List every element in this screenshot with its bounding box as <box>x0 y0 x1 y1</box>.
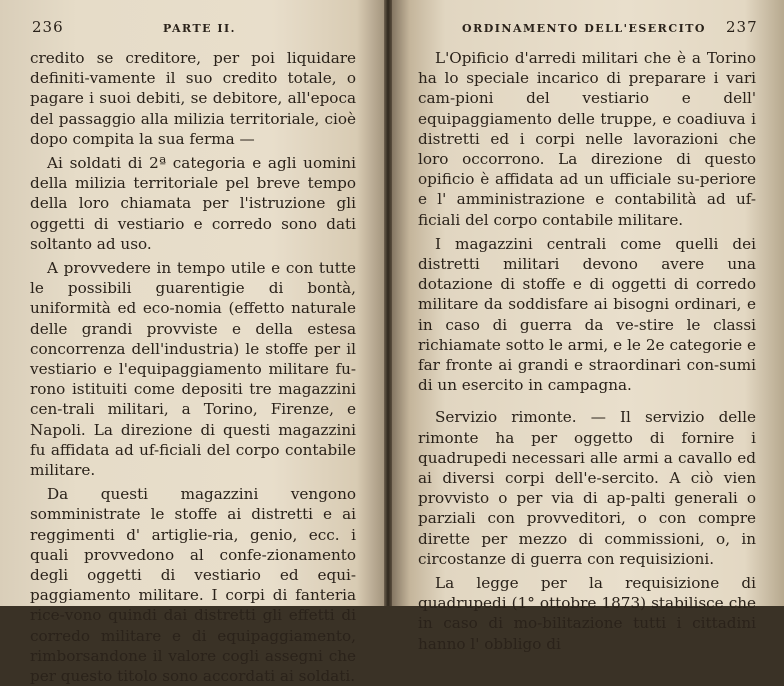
paragraph: Servizio rimonte. — Il servizio delle rimonte ha per oggetto di fornire i quadrupedi necessari alle armi a cavallo ed ai diversi corpi dell'e-sercito. A ciò vien provvisto o per via di ap-palti generali o parziali con provveditori, o con compre dirette per mezzo di commissioni, o, in circostanze di guerra con requisizioni. <box>418 408 756 568</box>
left-page-header <box>30 20 356 42</box>
right-page <box>390 0 784 653</box>
right-page-body <box>418 48 756 654</box>
paragraph: Da questi magazzini vengono somministrate le stoffe ai distretti e ai reggimenti d' artiglie-ria, genio, ecc. i quali provvedono al confe-zionamento degli oggetti di vestiario ed equi-paggiamento militare. I corpi di fanteria rice-vono quindi dai distretti gli effetti di corredo militare e di equipaggiamento, rimborsandone il valore cogli assegni che per questo titolo sono accordati ai soldati. <box>30 485 356 686</box>
left-page-body <box>30 48 356 686</box>
page-number: 237 <box>726 18 758 36</box>
page-number: 236 <box>32 18 64 36</box>
paragraph: A provvedere in tempo utile e con tutte le possibili guarentigie di bontà, uniformità ed eco-nomia (effetto naturale delle grandi provviste e della estesa concorrenza dell'industria) le stoffe per il vestiario e l'equipaggiamento militare fu-rono istituiti come depositi tre magazzini cen-trali militari, a Torino, Firenze, e Napoli. La direzione di questi magazzini fu affidata ad uf-ficiali del corpo contabile militare. <box>30 259 356 480</box>
running-head: PARTE II. <box>163 22 236 35</box>
paragraph: L'Opificio d'arredi militari che è a Torino ha lo speciale incarico di preparare i vari cam-pioni del vestiario e dell' equipaggiamento delle truppe, e coadiuva i distretti ed i corpi nelle lavorazioni che loro occorrono. La direzione di questo opificio è affidata ad un ufficiale su-periore e l' amministrazione e contabilità ad uf-ficiali del corpo contabile militare. <box>418 49 756 229</box>
left-page <box>0 0 388 686</box>
paragraph: I magazzini centrali come quelli dei distretti militari devono avere una dotazione di stoffe e di oggetti di corredo militare da soddisfare ai bisogni ordinari, e in caso di guerra da ve-stire le classi richiamate sotto le armi, e le 2e categorie e far fronte ai grandi e straordinari con-sumi di un esercito in campagna. <box>418 234 756 395</box>
book-gutter <box>384 0 392 606</box>
running-head: ORDINAMENTO DELL'ESERCITO <box>462 22 706 35</box>
paragraph: La legge per la requisizione di quadrupedi (1° ottobre 1873) stabilisce che in caso di mo-bilitazione tutti i cittadini hanno l' obbligo di <box>418 574 756 653</box>
paragraph: Ai soldati di 2ª categoria e agli uomini della milizia territoriale pel breve tempo della loro chiamata per l'istruzione gli oggetti di vestiario e corredo sono dati soltanto ad uso. <box>30 154 356 253</box>
paragraph: credito se creditore, per poi liquidare definiti-vamente il suo credito totale, o pagare i suoi debiti, se debitore, all'epoca del passaggio alla milizia territoriale, cioè dopo compita la sua ferma — <box>30 49 356 148</box>
right-page-header <box>418 20 756 42</box>
